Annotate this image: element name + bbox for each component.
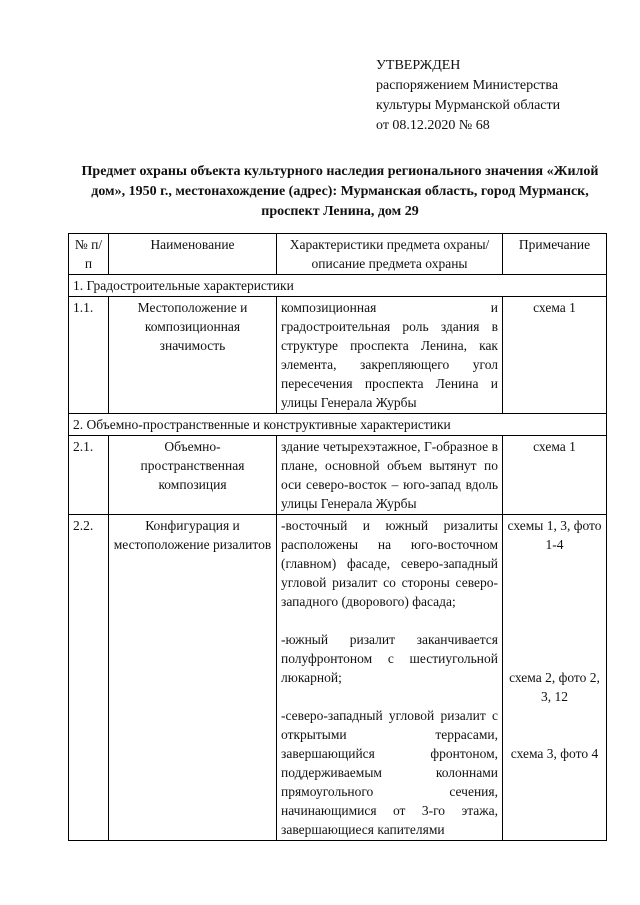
row-num: 2.2.: [69, 515, 109, 841]
table-header-row: [69, 234, 607, 275]
note-entry: схемы 1, 3, фото 1-4: [507, 518, 602, 552]
row-name: Объемно-пространственная композиция: [109, 436, 277, 515]
section-title-volume: 2. Объемно-пространственные и конструктивные характеристики: [69, 414, 607, 436]
approval-line-ministry: культуры Мурманской области: [376, 98, 561, 113]
description-paragraph: -северо-западный угловой ризалит с открытыми террасами, завершающийся фронтоном, поддерживаемым колоннами прямоугольного сечения, начинающимися от 3-го этажа, завершающиеся капителями: [281, 708, 498, 837]
section-row: [69, 414, 607, 436]
table-row: [69, 515, 607, 841]
row-num: 2.1.: [69, 436, 109, 515]
row-description: здание четырехэтажное, Г-образное в плане, основной объем вытянут по оси северо-восток – юго-запад вдоль улицы Генерала Журбы: [277, 436, 503, 515]
row-description: композиционная и градостроительная роль здания в структуре проспекта Ленина, как элемента, закрепляющего угол пересечения проспекта Ленина и улицы Генерала Журбы: [277, 297, 503, 414]
approval-line-order: распоряжением Министерства: [376, 78, 559, 93]
table-row: [69, 436, 607, 515]
table-row: [69, 297, 607, 414]
document-title: Предмет охраны объекта культурного наследия регионального значения «Жилой дом», 1950 г., местонахождение (адрес): Мурманская область, город Мурманск, проспект Ленина, дом 29: [81, 164, 599, 219]
approval-line-date: от 08.12.2020 № 68: [376, 118, 490, 133]
note-entry: схема 3, фото 4: [510, 746, 599, 761]
section-row: [69, 275, 607, 297]
header-name: Наименование: [109, 234, 277, 275]
description-paragraph: -восточный и южный ризалиты расположены на юго-восточном (главном) фасаде, северо-западный угловой ризалит со стороны северо-западного (дворового) фасада;: [281, 518, 498, 609]
row-name: Местоположение и композиционная значимость: [109, 297, 277, 414]
row-note: схема 1: [503, 436, 607, 515]
row-note: схема 1: [503, 297, 607, 414]
row-note: [503, 515, 607, 841]
header-note: Примечание: [503, 234, 607, 275]
row-name: Конфигурация и местоположение ризалитов: [109, 515, 277, 841]
row-description: [277, 515, 503, 841]
approval-block: [376, 56, 560, 136]
row-num: 1.1.: [69, 297, 109, 414]
approval-heading: УТВЕРЖДЕН: [376, 58, 461, 73]
description-paragraph: -южный ризалит заканчивается полуфронтоном с шестиугольной люкарной;: [281, 632, 498, 685]
protection-subject-table: [68, 233, 607, 841]
header-num: № п/п: [69, 234, 109, 275]
note-entry: схема 2, фото 2, 3, 12: [509, 670, 600, 704]
header-description: Характеристики предмета охраны/описание предмета охраны: [277, 234, 503, 275]
section-title-urban: 1. Градостроительные характеристики: [69, 275, 607, 297]
